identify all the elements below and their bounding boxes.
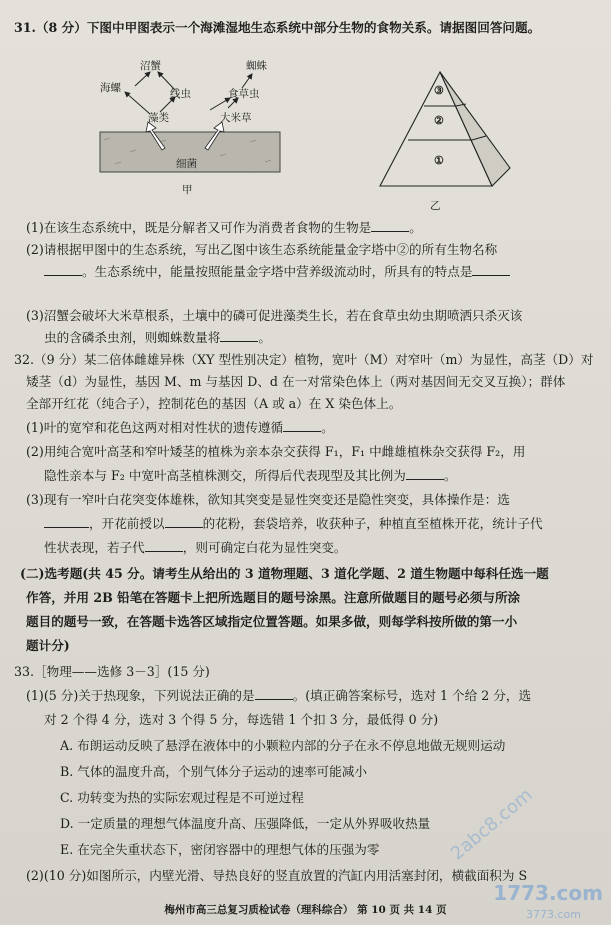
page-footer: 梅州市高三总复习质检试卷（理科综合） 第 10 页 共 14 页 (164, 904, 447, 916)
node-xianchong: 线虫 (170, 88, 191, 100)
pyramid-level-2: ② (434, 114, 444, 127)
q33-option-b: B. 气体的温度升高，个别气体分子运动的速率可能减小 (60, 764, 367, 779)
node-zhaoxie: 沼蟹 (140, 60, 161, 72)
watermark-slant: 2abc8.com (446, 784, 537, 865)
q32-line-2: 矮茎（d）为显性，基因 M、m 与基因 D、d 在一对常染色体上（两对基因间无交叉互换）；群体 (26, 374, 566, 389)
q31-part2-cont: 。生态系统中，能量按照能量金字塔中营养级流动时，所具有的特点是 (44, 264, 603, 280)
pyramid-level-1: ① (434, 154, 444, 167)
section2-line-3: 题目的题号一致，在答题卡选答区域指定位置答题。如果多做，则每学科按所做的第一小 (26, 614, 518, 629)
q31-part1: (1)在该生态系统中，既是分解者又可作为消费者食物的生物是 。 (26, 220, 422, 235)
q32-part2-cont: 隐性亲本与 F₂ 中宽叶高茎植株测交，所得后代表现型及其比例为 。 (44, 468, 457, 483)
node-zaolei: 藻类 (148, 112, 169, 124)
food-web-diagram (70, 52, 300, 202)
section2-line-1: (二)选考题(共 45 分。请考生从给出的 3 道物理题、3 道化学题、2 道生物题中每科任选一题 (20, 566, 549, 581)
figure-yi (360, 64, 520, 214)
q33-option-d: D. 一定质量的理想气体温度升高、压强降低，一定从外界吸收热量 (60, 816, 431, 831)
q33-part1-cont: 对 2 个得 4 分，选对 3 个得 5 分，每选错 1 个扣 3 分，最低得 0 分) (44, 712, 439, 727)
q33-option-e: E. 在完全失重状态下，密闭容器中的理想气体的压强为零 (60, 842, 380, 857)
node-shicaochong: 食草虫 (228, 88, 260, 100)
q31-part2: (2)请根据甲图中的生态系统，写出乙图中该生态系统能量金字塔中②的所有生物名称 (26, 242, 498, 257)
q32-part3: (3)现有一窄叶白花突变体雄株，欲知其突变是显性突变还是隐性突变，具体操作是：选 (26, 492, 510, 507)
watermark-url: 3773.com (526, 908, 581, 921)
section2-line-2: 作答，并用 2B 铅笔在答题卡上把所选题目的题号涂黑。注意所做题目的题号必须与所涂 (26, 590, 521, 605)
q31-header: 31.（8 分）下图中甲图表示一个海滩湿地生态系统中部分生物的食物关系。请据图回答问题。 (14, 20, 541, 35)
q33-header: 33.［物理——选修 3－3］(15 分) (14, 664, 210, 679)
q33-option-c: C. 功转变为热的实际宏观过程是不可逆过程 (60, 790, 304, 805)
q32-line-1: 32.（9 分）某二倍体雌雄异株（XY 型性别决定）植物，宽叶（M）对窄叶（m）为显性，高茎（D）对 (14, 352, 594, 367)
q32-part1: (1)叶的宽窄和花色这两对相对性状的遗传遵循 。 (26, 420, 334, 435)
q31-part3-cont: 虫的含磷杀虫剂，则蜘蛛数量将 。 (44, 330, 271, 345)
watermark (461, 845, 611, 925)
q32-part2: (2)用纯合宽叶高茎和窄叶矮茎的植株为亲本杂交获得 F₁，F₁ 中雌雄植株杂交获得 F₂，用 (26, 444, 526, 459)
q32-line-3: 全部开红花（纯合子），控制花色的基因（A 或 a）在 X 染色体上。 (26, 396, 402, 411)
q32-part3-end: 性状表现，若子代 ，则可确定白花为显性突变。 (44, 540, 347, 555)
q32-part3-cont: ，开花前授以 的花粉，套袋培养，收获种子，种植直至植株开花，统计子代 (44, 516, 603, 532)
q33-part1: (1)(5 分)关于热现象，下列说法正确的是 。(填正确答案标号，选对 1 个给 2 分，选 (26, 688, 532, 703)
q31-part3: (3)沼蟹会破坏大米草根系，土壤中的磷可促进藻类生长，若在食草虫幼虫期喷洒只杀灭该 (26, 308, 523, 323)
figure-jia-caption: 甲 (182, 184, 193, 196)
node-hailuo: 海螺 (100, 82, 121, 94)
watermark-logo: 1773.com (493, 881, 603, 905)
node-zhizhu: 蜘蛛 (246, 60, 267, 72)
pyramid-level-3: ③ (434, 84, 444, 97)
figure-jia (70, 52, 300, 202)
section2-line-4: 题计分) (26, 638, 70, 653)
figure-yi-caption: 乙 (430, 200, 441, 212)
node-xijun: 细菌 (176, 158, 197, 170)
q33-option-a: A. 布朗运动反映了悬浮在液体中的小颗粒内部的分子在永不停息地做无规则运动 (60, 738, 506, 753)
q33-part2: (2)(10 分)如图所示，内壁光滑、导热良好的竖直放置的汽缸内用活塞封闭，横截面积为 S (26, 868, 528, 883)
node-dami-cao: 大米草 (220, 112, 252, 124)
